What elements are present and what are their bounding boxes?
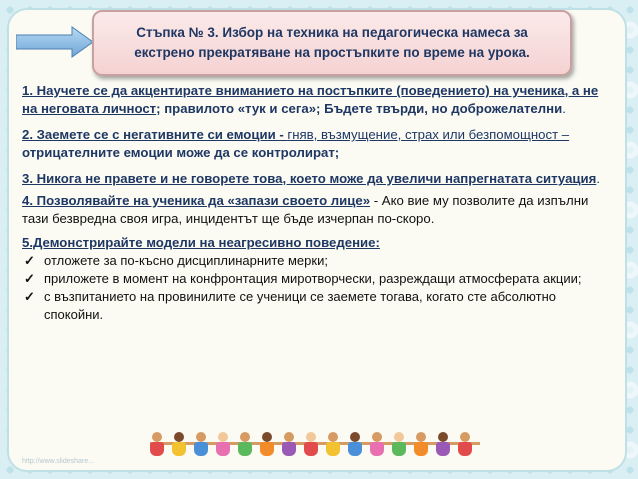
point-5 (22, 234, 612, 324)
title-line-1: Стъпка № 3. Избор на техника на педагогическа намеса за (136, 25, 528, 40)
list-item: ✓ с възпитанието на провинилите се ученици се заемете тогава, когато сте абсолютно спокойни. (24, 289, 557, 322)
point-1-rule: ; правилото «тук и сега»; Бъдете твърди, но доброжелателни (156, 101, 563, 116)
point-2-emotions: гняв, възмущение, страх или безпомощност – (287, 127, 570, 142)
point-1-end: . (562, 101, 566, 116)
checkmark-icon: ✓ (24, 271, 35, 286)
point-4-heading: 4. Позволявайте на ученика да «запази своето лице» (22, 193, 371, 208)
right-arrow-icon (16, 26, 94, 58)
point-3-heading: 3. Никога не правете и не говорете това, което може да увеличи напрегнатата ситуация (22, 171, 597, 186)
children-holding-hands-illustration (150, 428, 480, 458)
point-2-heading: 2. Заемете се с негативните си емоции - (22, 127, 288, 142)
point-5-list (22, 252, 612, 324)
list-item: ✓ отложете за по-късно дисциплинарните мерки; (24, 253, 328, 268)
point-2 (22, 126, 612, 162)
slide-title (92, 10, 572, 76)
point-5-heading: 5.Демонстрирайте модели на неагресивно поведение: (22, 235, 380, 250)
point-1 (22, 82, 612, 118)
point-3 (22, 170, 612, 188)
title-line-2: екстрено прекратяване на простъпките по време на урока. (134, 45, 530, 60)
checkmark-icon: ✓ (24, 253, 35, 268)
footer-url: http://www.slideshare... (22, 458, 94, 465)
point-4-text: - Ако вие му позволите да изпълни тази безвредна своя игра, инцидентът ще бъде изчерпан по-скоро. (22, 193, 589, 226)
slide-content (22, 82, 612, 324)
point-1-heading: 1. Научете се да акцентирате вниманието на постъпките (поведението) на ученика, а не на неговата личност (22, 83, 599, 116)
checkmark-icon: ✓ (24, 289, 35, 304)
point-2-tail: отрицателните емоции може да се контролират; (22, 145, 340, 160)
point-3-end: . (596, 171, 601, 186)
list-item: ✓ приложете в момент на конфронтация миротворчески, разреждащи атмосферата акции; (24, 271, 582, 286)
point-4 (22, 192, 612, 228)
